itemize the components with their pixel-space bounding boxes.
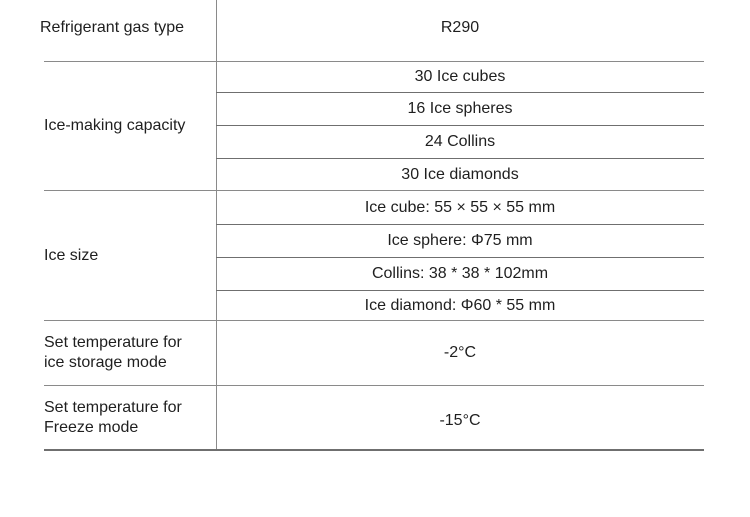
- ice-size-value-2: Ice sphere: Φ75 mm: [387, 232, 533, 249]
- table-bottom-border: [44, 449, 704, 451]
- row-label-refrigerant: Refrigerant gas type: [40, 19, 185, 36]
- row-value-storage-temp: -2°C: [443, 344, 477, 361]
- capacity-value-2: 16 Ice spheres: [407, 100, 513, 117]
- ice-size-value-1: Ice cube: 55 × 55 × 55 mm: [364, 198, 556, 216]
- row-label-freeze-temp: Set temperature for Freeze mode: [44, 399, 182, 436]
- row-label-storage-temp: Set temperature for ice storage mode: [44, 334, 182, 371]
- row-value-freeze-temp: -15°C: [439, 412, 481, 429]
- row-label-ice-size: Ice size: [44, 246, 99, 264]
- capacity-value-3: 24 Collins: [424, 133, 496, 150]
- capacity-value-1: 30 Ice cubes: [414, 68, 506, 85]
- capacity-value-4: 30 Ice diamonds: [401, 165, 519, 183]
- ice-size-value-3: Collins: 38 * 38 * 102mm: [371, 265, 549, 282]
- row-value-refrigerant: R290: [440, 19, 480, 36]
- row-label-capacity: Ice-making capacity: [44, 117, 186, 134]
- ice-size-value-4: Ice diamond: Φ60 * 55 mm: [364, 296, 556, 314]
- spec-table: [40, 0, 704, 451]
